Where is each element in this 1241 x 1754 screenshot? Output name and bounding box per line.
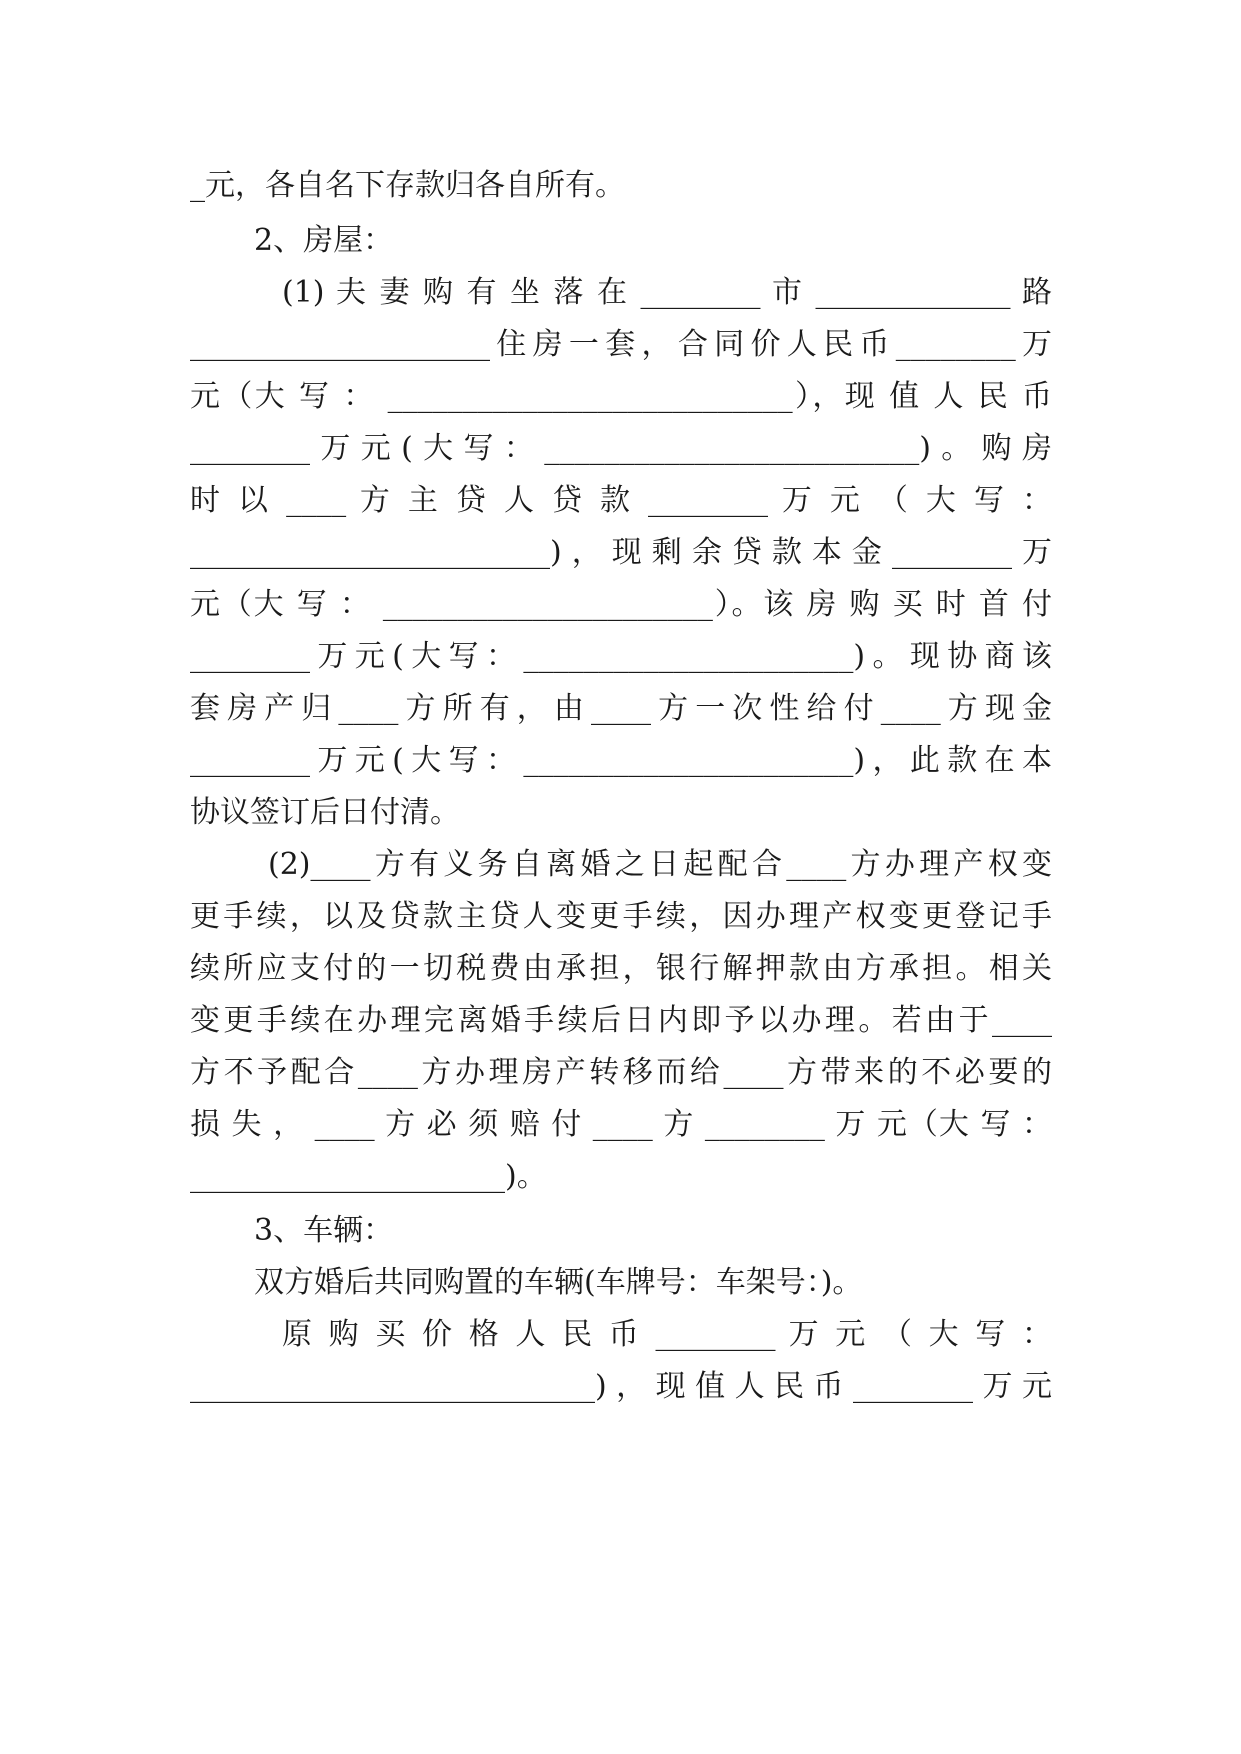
text-line: ________万元(大写：_________________________)。购房	[190, 431, 1052, 466]
text-line: ________万元(大写：______________________)。现协商该	[190, 639, 1052, 674]
text-line: 协议签订后日付清。	[190, 795, 460, 830]
text-line: 续所应支付的一切税费由承担，银行解押款由方承担。相关	[190, 951, 1052, 986]
text-line: (1) 夫 妻 购 有 坐 落 在 ________ 市 _____________ 路	[282, 275, 1052, 310]
text-line: 变更手续在办理完离婚手续后日内即予以办理。若由于____	[190, 1003, 1052, 1038]
text-line: 原 购 买 价 格 人 民 币 ________ 万 元 （ 大 写 ：	[282, 1317, 1052, 1352]
text-line: 元（大 写 ： ___________________________），现 值 人 民 币	[190, 379, 1052, 414]
text-line: 元（大 写 ： ______________________）。该 房 购 买 时 首 付	[190, 587, 1052, 622]
text-line: ________________________)，现剩余贷款本金________万	[190, 535, 1052, 570]
text-line: 更手续，以及贷款主贷人变更手续，因办理产权变更登记手	[190, 899, 1052, 934]
text-line: 套房产归____方所有，由____方一次性给付____方现金	[190, 691, 1052, 726]
text-line: _元，各自名下存款归各自所有。	[190, 168, 625, 203]
text-line: 方不予配合____方办理房产转移而给____方带来的不必要的	[190, 1055, 1052, 1090]
text-line: ____________________住房一套，合同价人民币________万	[190, 327, 1052, 362]
text-line: 损 失 ， ____ 方 必 须 赔 付 ____ 方 ________ 万 元（大 写 ：	[190, 1107, 1052, 1142]
text-line: 时 以 ____ 方 主 贷 人 贷 款 ________ 万 元 （ 大 写 ：	[190, 483, 1052, 518]
section-heading-house: 2、房屋：	[254, 223, 394, 258]
section-heading-vehicle: 3、车辆：	[254, 1213, 394, 1248]
text-line: ___________________________)，现值人民币________万元	[190, 1369, 1052, 1404]
text-line: (2)____方有义务自离婚之日起配合____方办理产权变	[268, 847, 1052, 882]
text-line: 双方婚后共同购置的车辆(车牌号：车架号：)。	[254, 1265, 863, 1300]
text-line: ________万元(大写：______________________)，此款在本	[190, 743, 1052, 778]
text-line: _____________________)。	[190, 1159, 547, 1194]
